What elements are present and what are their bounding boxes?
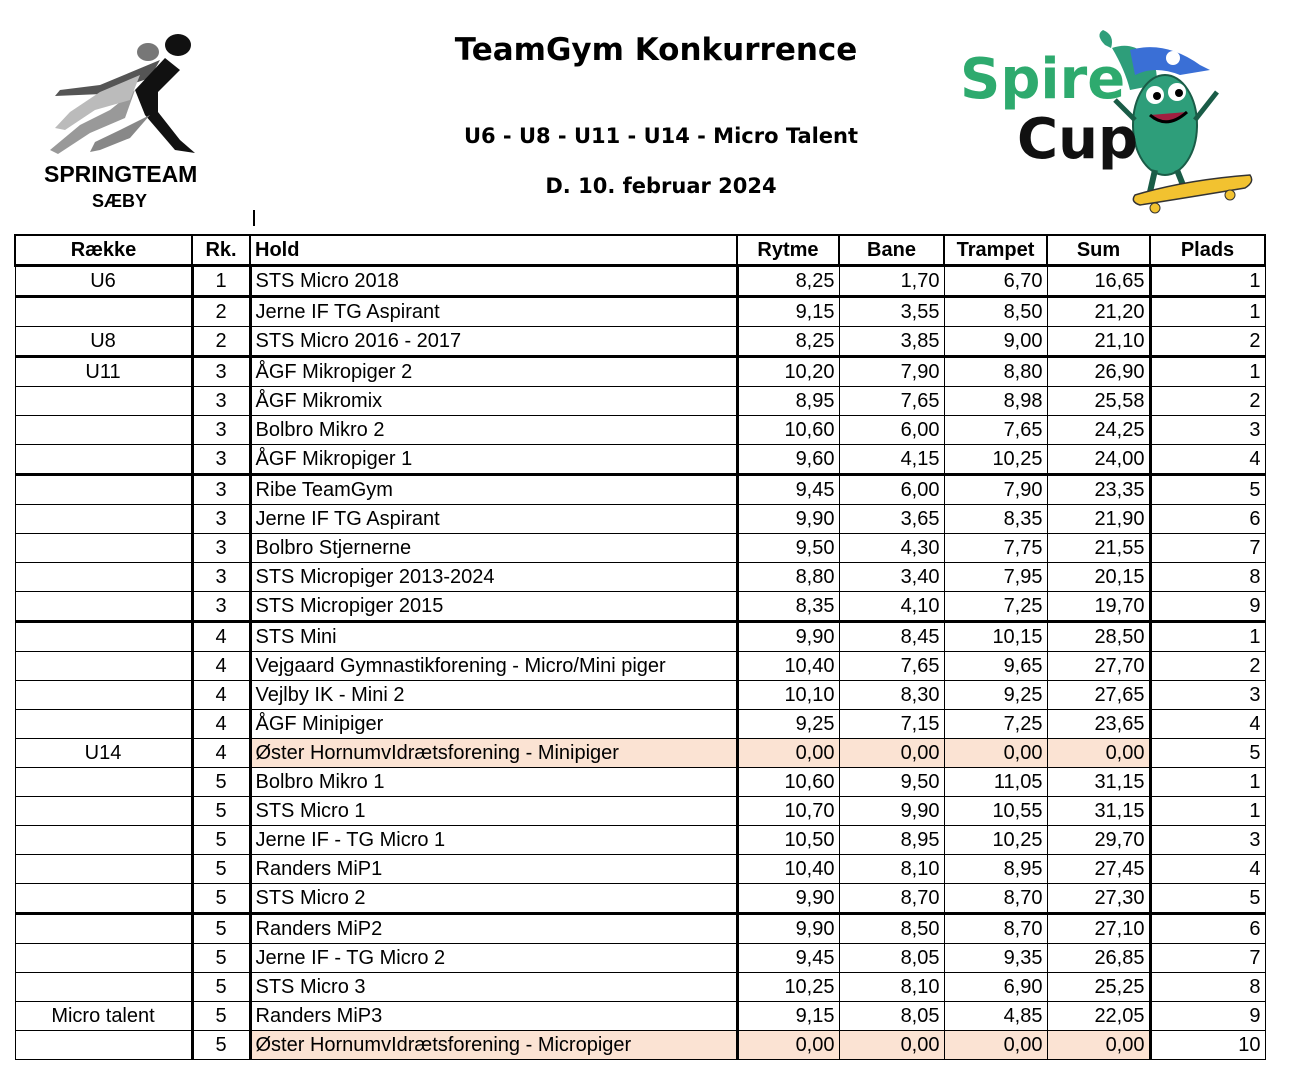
cell-sum: 26,90 (1047, 357, 1150, 387)
cell-bane: 7,90 (839, 357, 944, 387)
cell-sum: 31,15 (1047, 768, 1150, 797)
cell-trampet: 8,80 (944, 357, 1047, 387)
cell-rytme: 8,95 (737, 387, 839, 416)
cell-raekke (15, 563, 192, 592)
cell-bane: 7,15 (839, 710, 944, 739)
col-header-bane: Bane (839, 235, 944, 266)
cell-plads: 2 (1150, 387, 1265, 416)
cell-rk: 5 (192, 797, 250, 826)
table-header-row (15, 235, 1265, 266)
cell-raekke (15, 914, 192, 944)
cell-rytme: 8,35 (737, 592, 839, 622)
table-row (15, 534, 1265, 563)
col-header-rytme: Rytme (737, 235, 839, 266)
cell-hold: Bolbro Mikro 2 (250, 416, 737, 445)
cell-rk: 5 (192, 973, 250, 1002)
cell-hold: Vejlby IK - Mini 2 (250, 681, 737, 710)
cell-rytme: 9,90 (737, 505, 839, 534)
cell-trampet: 7,75 (944, 534, 1047, 563)
cell-raekke (15, 297, 192, 327)
col-header-hold: Hold (250, 235, 737, 266)
cell-bane: 8,10 (839, 855, 944, 884)
cell-trampet: 0,00 (944, 739, 1047, 768)
cell-raekke: U14 (15, 739, 192, 768)
cell-rk: 4 (192, 622, 250, 652)
cell-hold: Vejgaard Gymnastikforening - Micro/Mini piger (250, 652, 737, 681)
table-row (15, 797, 1265, 826)
cell-trampet: 11,05 (944, 768, 1047, 797)
cell-raekke (15, 1031, 192, 1060)
cell-rytme: 9,90 (737, 622, 839, 652)
cell-sum: 23,65 (1047, 710, 1150, 739)
cell-rytme: 9,15 (737, 297, 839, 327)
cell-plads: 9 (1150, 1002, 1265, 1031)
cell-sum: 21,20 (1047, 297, 1150, 327)
cell-plads: 1 (1150, 266, 1265, 297)
table-row (15, 357, 1265, 387)
cell-bane: 9,90 (839, 797, 944, 826)
cell-rytme: 9,45 (737, 475, 839, 505)
cell-trampet: 9,35 (944, 944, 1047, 973)
cell-plads: 1 (1150, 622, 1265, 652)
cell-plads: 9 (1150, 592, 1265, 622)
table-row (15, 768, 1265, 797)
cell-sum: 19,70 (1047, 592, 1150, 622)
cell-raekke (15, 710, 192, 739)
spire-cup-logo (955, 30, 1265, 215)
cell-bane: 6,00 (839, 416, 944, 445)
cell-rk: 3 (192, 592, 250, 622)
cell-plads: 4 (1150, 710, 1265, 739)
cell-hold: Øster HornumvIdrætsforening - Micropiger (250, 1031, 737, 1060)
cell-trampet: 7,25 (944, 710, 1047, 739)
cell-trampet: 10,55 (944, 797, 1047, 826)
cell-trampet: 6,70 (944, 266, 1047, 297)
cell-sum: 27,10 (1047, 914, 1150, 944)
cell-bane: 8,45 (839, 622, 944, 652)
cell-plads: 5 (1150, 739, 1265, 768)
cell-rytme: 8,80 (737, 563, 839, 592)
cell-sum: 16,65 (1047, 266, 1150, 297)
cell-raekke: U11 (15, 357, 192, 387)
cell-raekke (15, 652, 192, 681)
cell-bane: 1,70 (839, 266, 944, 297)
cell-trampet: 10,15 (944, 622, 1047, 652)
cell-rk: 5 (192, 855, 250, 884)
cell-sum: 27,30 (1047, 884, 1150, 914)
table-row (15, 710, 1265, 739)
cell-rk: 4 (192, 739, 250, 768)
cell-raekke (15, 475, 192, 505)
cell-hold: STS Micro 2018 (250, 266, 737, 297)
results-body (15, 266, 1265, 1060)
cell-bane: 3,65 (839, 505, 944, 534)
cell-hold: Randers MiP2 (250, 914, 737, 944)
cell-rk: 4 (192, 681, 250, 710)
cell-plads: 1 (1150, 357, 1265, 387)
cell-hold: ÅGF Mikropiger 2 (250, 357, 737, 387)
cell-bane: 3,55 (839, 297, 944, 327)
cell-rytme: 0,00 (737, 739, 839, 768)
cell-bane: 0,00 (839, 739, 944, 768)
cell-trampet: 8,70 (944, 914, 1047, 944)
cell-rytme: 10,60 (737, 416, 839, 445)
cell-plads: 7 (1150, 534, 1265, 563)
cell-hold: Øster HornumvIdrætsforening - Minipiger (250, 739, 737, 768)
cell-hold: Bolbro Mikro 1 (250, 768, 737, 797)
cell-bane: 4,30 (839, 534, 944, 563)
cell-plads: 5 (1150, 884, 1265, 914)
col-header-trampet: Trampet (944, 235, 1047, 266)
cell-raekke (15, 534, 192, 563)
cell-hold: Jerne IF - TG Micro 1 (250, 826, 737, 855)
cell-raekke: Micro talent (15, 1002, 192, 1031)
cell-raekke (15, 797, 192, 826)
cell-rk: 5 (192, 1031, 250, 1060)
brand-city: SÆBY (92, 191, 148, 211)
cell-trampet: 8,95 (944, 855, 1047, 884)
cell-raekke (15, 445, 192, 475)
cell-raekke (15, 826, 192, 855)
cell-raekke: U8 (15, 327, 192, 357)
cell-trampet: 8,98 (944, 387, 1047, 416)
cell-trampet: 0,00 (944, 1031, 1047, 1060)
cell-trampet: 10,25 (944, 445, 1047, 475)
cell-hold: Jerne IF TG Aspirant (250, 505, 737, 534)
col-header-rk: Rk. (192, 235, 250, 266)
cell-raekke (15, 973, 192, 1002)
cell-raekke: U6 (15, 266, 192, 297)
cell-trampet: 9,65 (944, 652, 1047, 681)
cell-trampet: 9,00 (944, 327, 1047, 357)
cell-sum: 20,15 (1047, 563, 1150, 592)
cell-sum: 0,00 (1047, 739, 1150, 768)
cell-bane: 8,05 (839, 944, 944, 973)
cell-plads: 6 (1150, 914, 1265, 944)
cell-sum: 31,15 (1047, 797, 1150, 826)
cell-rytme: 10,40 (737, 652, 839, 681)
cell-trampet: 7,65 (944, 416, 1047, 445)
table-row (15, 914, 1265, 944)
cell-rk: 5 (192, 768, 250, 797)
table-row (15, 884, 1265, 914)
cell-rk: 1 (192, 266, 250, 297)
cell-sum: 24,00 (1047, 445, 1150, 475)
table-row (15, 973, 1265, 1002)
cell-hold: Randers MiP3 (250, 1002, 737, 1031)
table-row (15, 475, 1265, 505)
cell-rytme: 9,15 (737, 1002, 839, 1031)
cup-word-spire: Spire (960, 47, 1126, 112)
cell-plads: 2 (1150, 652, 1265, 681)
cell-hold: ÅGF Mikropiger 1 (250, 445, 737, 475)
cell-rk: 3 (192, 416, 250, 445)
cell-trampet: 8,35 (944, 505, 1047, 534)
cell-rk: 3 (192, 505, 250, 534)
cell-plads: 1 (1150, 797, 1265, 826)
cell-rk: 3 (192, 475, 250, 505)
cell-rk: 3 (192, 357, 250, 387)
cell-sum: 24,25 (1047, 416, 1150, 445)
cell-bane: 3,85 (839, 327, 944, 357)
cell-plads: 3 (1150, 826, 1265, 855)
cell-plads: 8 (1150, 563, 1265, 592)
table-row (15, 563, 1265, 592)
cell-plads: 7 (1150, 944, 1265, 973)
cell-trampet: 4,85 (944, 1002, 1047, 1031)
cell-sum: 25,58 (1047, 387, 1150, 416)
cell-hold: Randers MiP1 (250, 855, 737, 884)
table-row (15, 681, 1265, 710)
cell-plads: 8 (1150, 973, 1265, 1002)
cell-plads: 10 (1150, 1031, 1265, 1060)
cell-sum: 29,70 (1047, 826, 1150, 855)
cell-rytme: 10,60 (737, 768, 839, 797)
cell-plads: 3 (1150, 416, 1265, 445)
cell-bane: 8,95 (839, 826, 944, 855)
table-row (15, 592, 1265, 622)
cell-rytme: 9,25 (737, 710, 839, 739)
cell-sum: 21,10 (1047, 327, 1150, 357)
table-row (15, 1031, 1265, 1060)
cell-trampet: 8,50 (944, 297, 1047, 327)
cell-sum: 21,55 (1047, 534, 1150, 563)
cell-bane: 0,00 (839, 1031, 944, 1060)
cell-bane: 8,05 (839, 1002, 944, 1031)
cell-rytme: 9,60 (737, 445, 839, 475)
cell-rk: 4 (192, 652, 250, 681)
table-row (15, 739, 1265, 768)
cell-hold: Jerne IF TG Aspirant (250, 297, 737, 327)
cell-bane: 4,10 (839, 592, 944, 622)
table-row (15, 297, 1265, 327)
cell-plads: 6 (1150, 505, 1265, 534)
cell-hold: STS Micro 2016 - 2017 (250, 327, 737, 357)
brand-name: SPRINGTEAM (44, 161, 198, 187)
cell-sum: 0,00 (1047, 1031, 1150, 1060)
cell-plads: 5 (1150, 475, 1265, 505)
event-date: D. 10. februar 2024 (545, 174, 777, 198)
table-row (15, 327, 1265, 357)
cell-bane: 7,65 (839, 652, 944, 681)
cell-raekke (15, 944, 192, 973)
results-table (14, 234, 1266, 1060)
cell-hold: STS Micropiger 2013-2024 (250, 563, 737, 592)
cell-plads: 2 (1150, 327, 1265, 357)
cell-rytme: 9,90 (737, 884, 839, 914)
cell-trampet: 10,25 (944, 826, 1047, 855)
cell-raekke (15, 387, 192, 416)
cell-rk: 3 (192, 563, 250, 592)
col-header-plads: Plads (1150, 235, 1265, 266)
cell-rk: 3 (192, 445, 250, 475)
cell-sum: 28,50 (1047, 622, 1150, 652)
cell-bane: 8,30 (839, 681, 944, 710)
cell-plads: 3 (1150, 681, 1265, 710)
cell-bane: 7,65 (839, 387, 944, 416)
table-row (15, 387, 1265, 416)
cell-rk: 5 (192, 884, 250, 914)
cell-rk: 5 (192, 1002, 250, 1031)
cell-rk: 2 (192, 297, 250, 327)
cell-raekke (15, 622, 192, 652)
cell-rk: 3 (192, 387, 250, 416)
cell-rk: 5 (192, 826, 250, 855)
cell-rytme: 10,25 (737, 973, 839, 1002)
cell-plads: 1 (1150, 768, 1265, 797)
table-row (15, 505, 1265, 534)
cell-raekke (15, 768, 192, 797)
cell-rk: 4 (192, 710, 250, 739)
cell-sum: 22,05 (1047, 1002, 1150, 1031)
cell-hold: ÅGF Minipiger (250, 710, 737, 739)
cell-raekke (15, 855, 192, 884)
table-row (15, 855, 1265, 884)
cell-raekke (15, 884, 192, 914)
cell-bane: 8,10 (839, 973, 944, 1002)
cell-rytme: 10,70 (737, 797, 839, 826)
cell-rytme: 8,25 (737, 266, 839, 297)
cell-sum: 21,90 (1047, 505, 1150, 534)
cell-plads: 4 (1150, 445, 1265, 475)
cell-hold: ÅGF Mikromix (250, 387, 737, 416)
cell-sum: 26,85 (1047, 944, 1150, 973)
cell-raekke (15, 681, 192, 710)
cell-rk: 2 (192, 327, 250, 357)
text-cursor (253, 210, 255, 226)
cell-hold: STS Micro 1 (250, 797, 737, 826)
cell-rk: 5 (192, 914, 250, 944)
cell-trampet: 7,90 (944, 475, 1047, 505)
cell-trampet: 7,95 (944, 563, 1047, 592)
col-header-raekke: Række (15, 235, 192, 266)
cell-rk: 5 (192, 944, 250, 973)
cell-sum: 25,25 (1047, 973, 1150, 1002)
cell-rytme: 10,10 (737, 681, 839, 710)
cell-rytme: 10,40 (737, 855, 839, 884)
cell-raekke (15, 416, 192, 445)
table-row (15, 652, 1265, 681)
cell-bane: 9,50 (839, 768, 944, 797)
table-row (15, 826, 1265, 855)
cell-hold: Bolbro Stjernerne (250, 534, 737, 563)
cell-hold: Jerne IF - TG Micro 2 (250, 944, 737, 973)
cell-hold: STS Micro 3 (250, 973, 737, 1002)
table-row (15, 416, 1265, 445)
table-row (15, 1002, 1265, 1031)
cup-word-cup: Cup (1017, 107, 1139, 172)
cell-bane: 3,40 (839, 563, 944, 592)
col-header-sum: Sum (1047, 235, 1150, 266)
cell-trampet: 9,25 (944, 681, 1047, 710)
cell-hold: Ribe TeamGym (250, 475, 737, 505)
cell-bane: 6,00 (839, 475, 944, 505)
cell-bane: 4,15 (839, 445, 944, 475)
cell-hold: STS Micropiger 2015 (250, 592, 737, 622)
cell-rk: 3 (192, 534, 250, 563)
cell-hold: STS Micro 2 (250, 884, 737, 914)
cell-rytme: 10,50 (737, 826, 839, 855)
cell-plads: 1 (1150, 297, 1265, 327)
cell-trampet: 7,25 (944, 592, 1047, 622)
table-row (15, 266, 1265, 297)
cell-sum: 27,70 (1047, 652, 1150, 681)
cell-rytme: 10,20 (737, 357, 839, 387)
cell-trampet: 6,90 (944, 973, 1047, 1002)
cell-raekke (15, 505, 192, 534)
cell-rytme: 0,00 (737, 1031, 839, 1060)
table-row (15, 944, 1265, 973)
cell-hold: STS Mini (250, 622, 737, 652)
cell-rytme: 9,50 (737, 534, 839, 563)
cell-plads: 4 (1150, 855, 1265, 884)
cell-rytme: 9,45 (737, 944, 839, 973)
cell-sum: 27,45 (1047, 855, 1150, 884)
cell-sum: 27,65 (1047, 681, 1150, 710)
cell-raekke (15, 592, 192, 622)
page-subtitle: U6 - U8 - U11 - U14 - Micro Talent (463, 124, 859, 148)
table-row (15, 445, 1265, 475)
cell-trampet: 8,70 (944, 884, 1047, 914)
table-row (15, 622, 1265, 652)
cell-rytme: 9,90 (737, 914, 839, 944)
cell-rytme: 8,25 (737, 327, 839, 357)
page-title: TeamGym Konkurrence (454, 32, 858, 68)
cell-bane: 8,50 (839, 914, 944, 944)
cell-sum: 23,35 (1047, 475, 1150, 505)
cell-bane: 8,70 (839, 884, 944, 914)
